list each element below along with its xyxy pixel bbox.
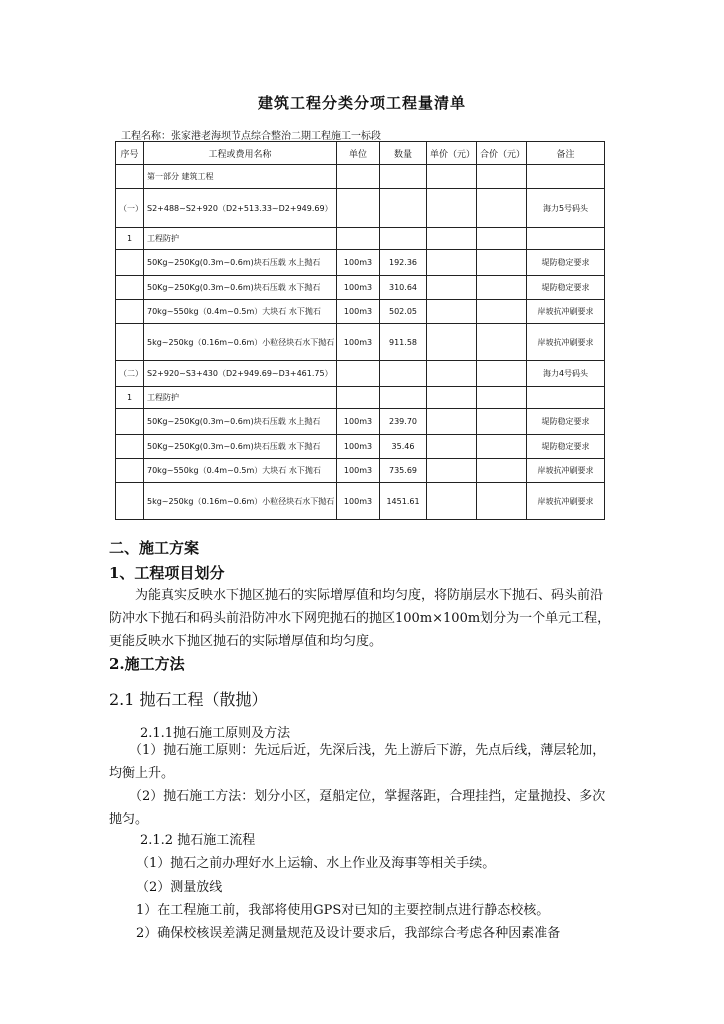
cell-quantity: 1451.61 [380,483,427,520]
cell-unit-price [427,250,477,276]
table-row [116,409,605,435]
table-row [116,250,605,276]
cell-index [116,165,144,189]
cell-name: 5kg~250kg（0.16m~0.6m）小粒径块石水下抛石 [144,483,337,520]
cell-unit-price [427,459,477,483]
cell-total-price [477,483,527,520]
document-title: 建筑工程分类分项工程量清单 [257,94,466,112]
cell-unit-price [427,189,477,228]
cell-index: 1 [116,228,144,250]
cell-unit: 100m3 [337,250,380,276]
cell-remark: 海力4号码头 [527,361,605,387]
cell-unit-price [427,435,477,459]
cell-unit: 100m3 [337,409,380,435]
cell-name: 50Kg~250Kg(0.3m~0.6m)块石压载 水下抛石 [144,276,337,300]
col-header-remark: 备注 [527,142,605,165]
heading-2-1-1: 2.1.1抛石施工原则及方法 [140,726,291,741]
cell-remark: 岸坡抗冲刷要求 [527,300,605,324]
flow-step-1: （1）抛石之前办理好水上运输、水上作业及海事等相关手续。 [136,856,496,871]
cell-remark: 堤防稳定要求 [527,276,605,300]
paragraph-method: （2）抛石施工方法：划分小区，趸船定位，掌握落距，合理挂挡，定量抛投、多次抛匀。 [109,789,606,827]
col-header-name: 工程或费用名称 [144,142,337,165]
cell-unit-price [427,409,477,435]
table-row [116,189,605,228]
cell-quantity: 192.36 [380,250,427,276]
cell-index: （一） [116,189,144,228]
cell-unit: 100m3 [337,459,380,483]
cell-total-price [477,276,527,300]
heading-2-1-2: 2.1.2 抛石施工流程 [140,833,256,848]
cell-quantity [380,228,427,250]
cell-unit-price [427,165,477,189]
cell-quantity: 35.46 [380,435,427,459]
flow-step-4: 2）确保校核误差满足测量规范及设计要求后，我部综合考虑各种因素准备 [136,926,561,941]
cell-total-price [477,459,527,483]
cell-quantity: 502.05 [380,300,427,324]
paragraph-project-division: 为能真实反映水下抛区抛石的实际增厚值和均匀度，将防崩层水下抛石、码头前沿防冲水下抛石和码头前沿防冲水下网兜抛石的抛区100m×100m划分为一个单元工程，更能反映水下抛区抛石的实际增厚值和均匀度。 [109,588,611,649]
cell-quantity: 735.69 [380,459,427,483]
cell-name: 50Kg~250Kg(0.3m~0.6m)块石压载 水上抛石 [144,250,337,276]
cell-total-price [477,228,527,250]
cell-quantity [380,189,427,228]
cell-unit-price [427,228,477,250]
cell-total-price [477,165,527,189]
cell-name: S2+920~S3+430（D2+949.69~D3+461.75） [144,361,337,387]
cell-total-price [477,435,527,459]
cell-unit: 100m3 [337,276,380,300]
cell-unit [337,189,380,228]
cell-index [116,409,144,435]
project-name: 工程名称：张家港老海坝节点综合整治二期工程施工一标段 [121,131,381,142]
cell-name: 工程防护 [144,387,337,409]
cell-name: 70kg~550kg（0.4m~0.5m）大块石 水下抛石 [144,300,337,324]
cell-name: 第一部分 建筑工程 [144,165,337,189]
paragraph-principle: （1）抛石施工原则：先远后近，先深后浅，先上游后下游，先点后线，薄层轮加，均衡上升。 [109,743,606,781]
table-row [116,300,605,324]
cell-total-price [477,361,527,387]
table-row [116,387,605,409]
cell-quantity [380,387,427,409]
cell-index [116,324,144,361]
cell-remark: 海力5号码头 [527,189,605,228]
cell-index [116,250,144,276]
cell-remark: 堤防稳定要求 [527,435,605,459]
table-row [116,483,605,520]
table-row [116,276,605,300]
cell-remark: 堤防稳定要求 [527,409,605,435]
cell-index [116,435,144,459]
table-body [116,165,605,520]
cell-index [116,483,144,520]
cell-name: 70kg~550kg（0.4m~0.5m）大块石 水下抛石 [144,459,337,483]
cell-total-price [477,387,527,409]
table-row [116,165,605,189]
cell-index [116,276,144,300]
cell-name: 工程防护 [144,228,337,250]
table-row [116,324,605,361]
cell-total-price [477,189,527,228]
quantity-table [115,141,605,520]
subsection-heading-1: 1、工程项目划分 [109,564,225,582]
cell-remark: 岸坡抗冲刷要求 [527,459,605,483]
cell-unit [337,387,380,409]
col-header-unit-price: 单价（元） [427,142,477,165]
cell-index: （二） [116,361,144,387]
table-row [116,459,605,483]
cell-total-price [477,300,527,324]
cell-remark [527,165,605,189]
cell-quantity: 911.58 [380,324,427,361]
col-header-quantity: 数量 [380,142,427,165]
cell-remark: 岸坡抗冲刷要求 [527,483,605,520]
cell-unit: 100m3 [337,300,380,324]
cell-total-price [477,250,527,276]
section-heading: 二、施工方案 [109,539,200,557]
cell-remark [527,387,605,409]
cell-name: 50Kg~250Kg(0.3m~0.6m)块石压载 水上抛石 [144,409,337,435]
cell-unit-price [427,276,477,300]
table-row [116,228,605,250]
subsection-heading-2: 2.施工方法 [109,655,185,673]
cell-unit [337,228,380,250]
col-header-index: 序号 [116,142,144,165]
cell-quantity: 310.64 [380,276,427,300]
table-row [116,361,605,387]
subsection-heading-2-1: 2.1 抛石工程（散抛） [109,690,268,709]
cell-unit-price [427,324,477,361]
cell-quantity [380,165,427,189]
cell-quantity: 239.70 [380,409,427,435]
cell-unit [337,165,380,189]
cell-unit: 100m3 [337,435,380,459]
table-row [116,435,605,459]
flow-step-3: 1）在工程施工前，我部将使用GPS对已知的主要控制点进行静态校核。 [136,903,550,918]
cell-unit-price [427,483,477,520]
cell-unit-price [427,387,477,409]
cell-unit: 100m3 [337,324,380,361]
cell-quantity [380,361,427,387]
cell-index [116,459,144,483]
cell-total-price [477,324,527,361]
cell-unit-price [427,300,477,324]
cell-name: 5kg~250kg（0.16m~0.6m）小粒径块石水下抛石 [144,324,337,361]
cell-remark: 岸坡抗冲刷要求 [527,324,605,361]
cell-total-price [477,409,527,435]
cell-unit-price [427,361,477,387]
cell-unit: 100m3 [337,483,380,520]
cell-name: 50Kg~250Kg(0.3m~0.6m)块石压载 水下抛石 [144,435,337,459]
table-header-row [116,142,605,165]
col-header-unit: 单位 [337,142,380,165]
flow-step-2: （2）测量放线 [136,880,223,895]
cell-index [116,300,144,324]
cell-remark [527,228,605,250]
cell-remark: 堤防稳定要求 [527,250,605,276]
col-header-total-price: 合价（元） [477,142,527,165]
cell-name: S2+488~S2+920（D2+513.33~D2+949.69） [144,189,337,228]
cell-unit [337,361,380,387]
cell-index: 1 [116,387,144,409]
